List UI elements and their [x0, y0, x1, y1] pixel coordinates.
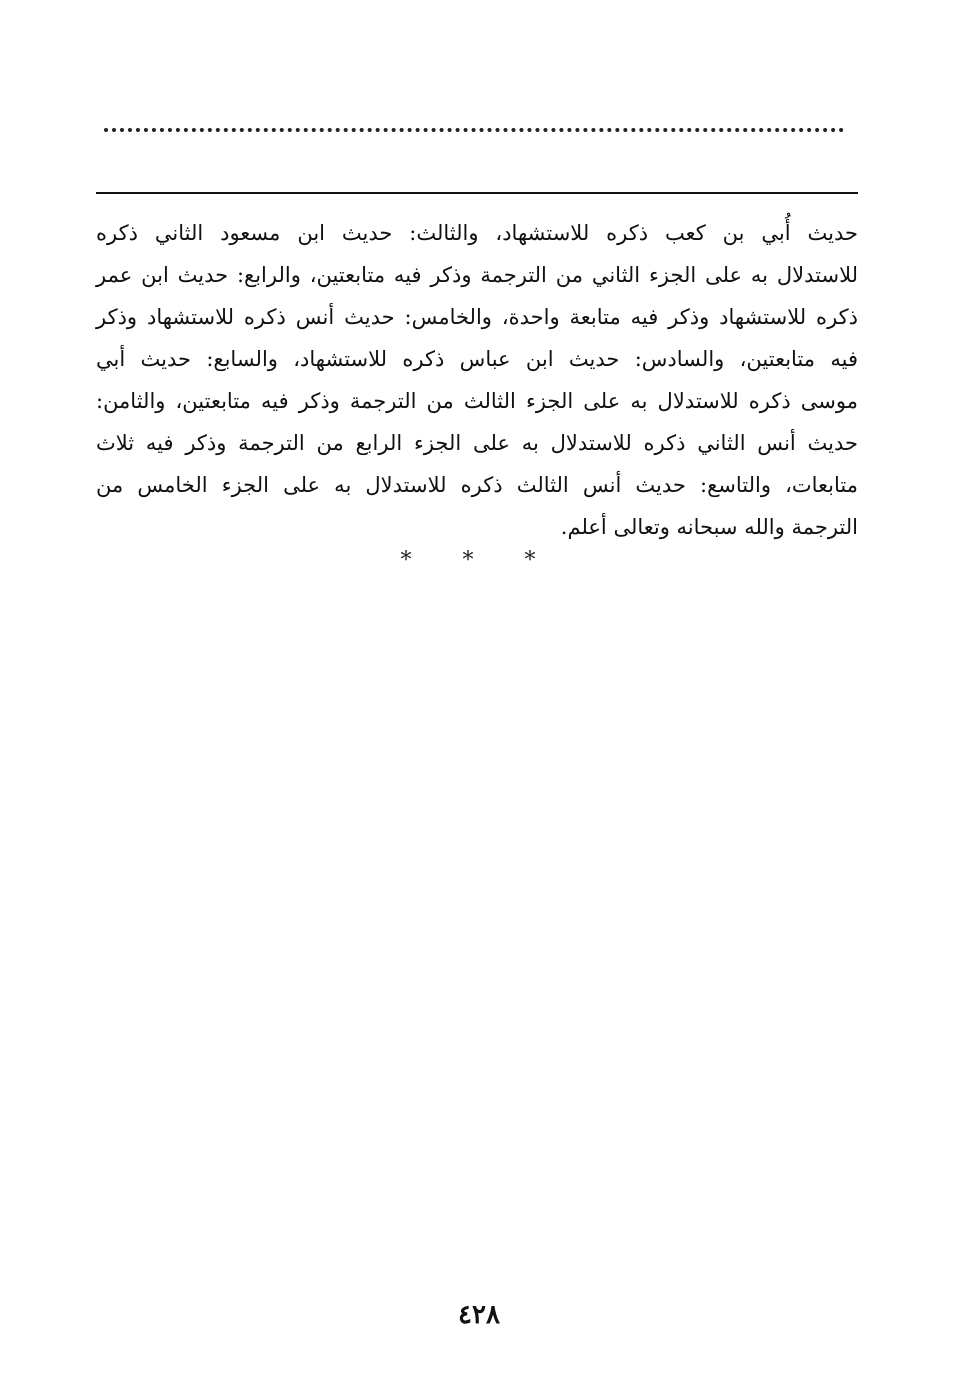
footnote-line-5: موسى ذكره للاستدلال به على الجزء الثالث من الترجمة وذكر فيه متابعتين، والثامن:	[96, 389, 858, 413]
footnote-line-7: متابعات، والتاسع: حديث أنس الثالث ذكره للاستدلال به على الجزء الخامس من	[96, 473, 858, 497]
footnote-line-2: للاستدلال به على الجزء الثاني من الترجمة وذكر فيه متابعتين، والرابع: حديث ابن عمر	[96, 263, 858, 287]
footnote-text-block	[96, 212, 858, 548]
dotted-divider	[104, 128, 844, 132]
footnote-line-6: حديث أنس الثاني ذكره للاستدلال به على الجزء الرابع من الترجمة وذكر فيه ثلاث	[96, 431, 858, 455]
footnote-line-8: الترجمة والله سبحانه وتعالى أعلم.	[560, 515, 858, 539]
page-number: ٤٢٨	[458, 1300, 500, 1330]
footnote-separator-line	[96, 192, 858, 194]
footnote-line-4: فيه متابعتين، والسادس: حديث ابن عباس ذكره للاستشهاد، والسابع: حديث أبي	[96, 347, 858, 371]
section-break-ornament: * * *	[400, 548, 558, 573]
footnote-line-1: حديث أُبي بن كعب ذكره للاستشهاد، والثالث: حديث ابن مسعود الثاني ذكره	[96, 221, 858, 245]
footnote-line-3: ذكره للاستشهاد وذكر فيه متابعة واحدة، والخامس: حديث أنس ذكره للاستشهاد وذكر	[96, 305, 858, 329]
